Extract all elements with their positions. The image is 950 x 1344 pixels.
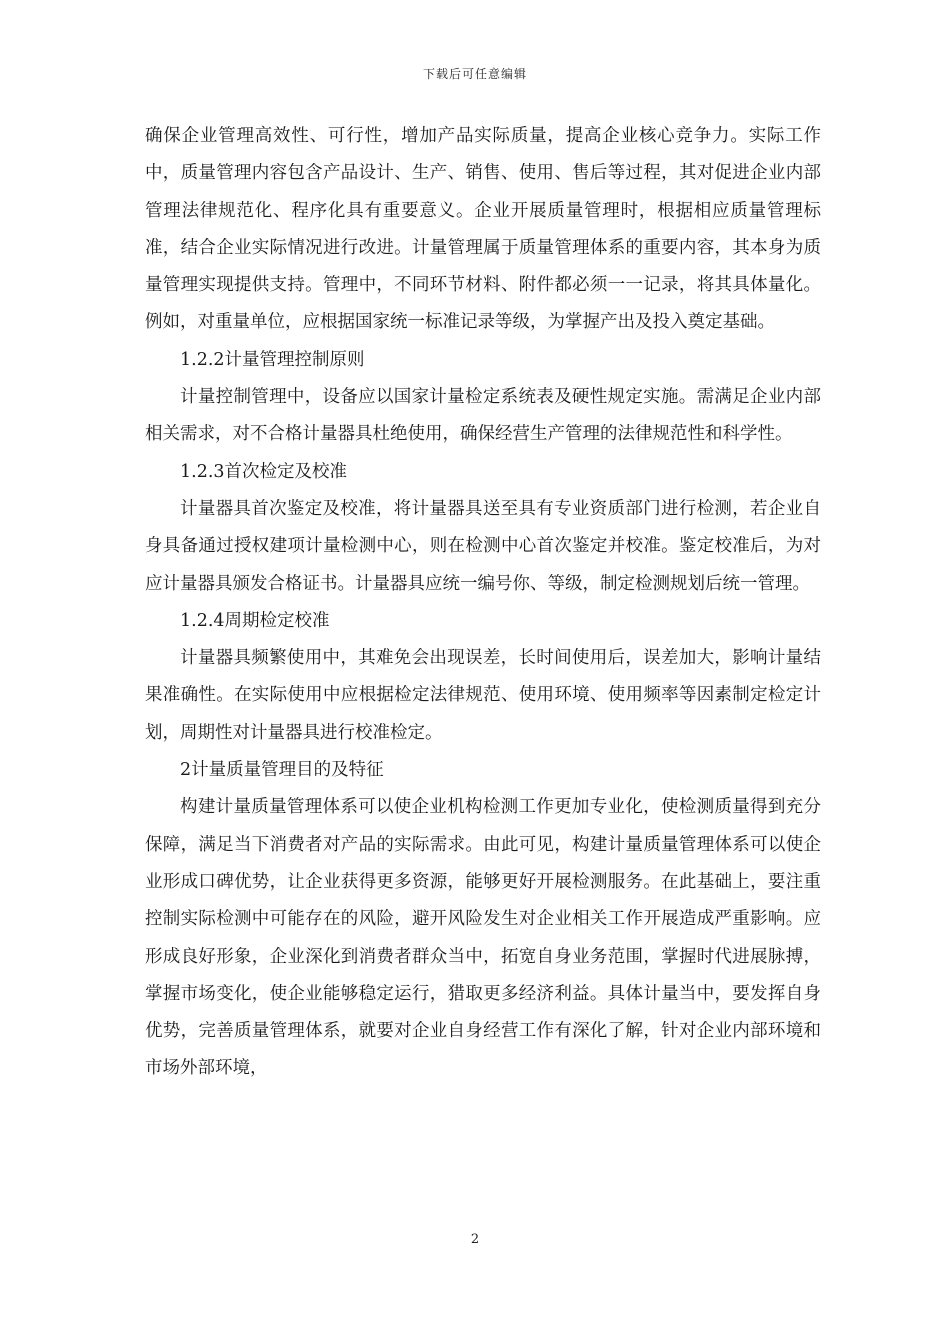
section-heading-1-2-4: 1.2.4周期检定校准 (180, 610, 330, 631)
paragraph-first-verification: 计量器具首次鉴定及校准，将计量器具送至具有专业资质部门进行检测，若企业自身具备通过授权建项计量检测中心，则在检测中心首次鉴定并校准。鉴定校准后，为对应计量器具颁发合格证书。计量器具应统一编号你、等级，制定检测规划后统一管理。 (145, 498, 821, 594)
section-heading-1-2-2: 1.2.2计量管理控制原则 (180, 349, 365, 370)
paragraph-periodic-verification: 计量器具频繁使用中，其难免会出现误差，长时间使用后，误差加大，影响计量结果准确性。在实际使用中应根据检定法律规范、使用环境、使用频率等因素制定检定计划，周期性对计量器具进行校准检定。 (145, 648, 821, 743)
section-heading-2: 2计量质量管理目的及特征 (180, 760, 384, 781)
paragraph-intro-continuation: 确保企业管理高效性、可行性，增加产品实际质量，提高企业核心竞争力。实际工作中，质量管理内容包含产品设计、生产、销售、使用、售后等过程，其对促进企业内部管理法律规范化、程序化具有重要意义。企业开展质量管理时，根据相应质量管理标准，结合企业实际情况进行改进。计量管理属于质量管理体系的重要内容，其本身为质量管理实现提供支持。管理中，不同环节材料、附件都必须一一记录，将其具体量化。例如，对重量单位，应根据国家统一标准记录等级，为掌握产出及投入奠定基础。 (145, 126, 821, 333)
page-number: 2 (470, 1232, 480, 1247)
paragraph-purpose-features: 构建计量质量管理体系可以使企业机构检测工作更加专业化，使检测质量得到充分保障，满足当下消费者对产品的实际需求。由此可见，构建计量质量管理体系可以使企业形成口碑优势，让企业获得更多资源，能够更好开展检测服务。在此基础上，要注重控制实际检测中可能存在的风险，避开风险发生对企业相关工作开展造成严重影响。应形成良好形象，企业深化到消费者群众当中，拓宽自身业务范围，掌握时代进展脉搏，掌握市场变化，使企业能够稳定运行，猎取更多经济利益。具体计量当中，要发挥自身优势，完善质量管理体系，就要对企业自身经营工作有深化了解，针对企业内部环境和市场外部环境， (145, 797, 821, 1079)
section-heading-1-2-3: 1.2.3首次检定及校准 (180, 461, 348, 482)
page-header: 下载后可任意编辑 (422, 67, 527, 81)
document-body (145, 118, 821, 1088)
paragraph-control-principle: 计量控制管理中，设备应以国家计量检定系统表及硬性规定实施。需满足企业内部相关需求，对不合格计量器具杜绝使用，确保经营生产管理的法律规范性和科学性。 (145, 387, 821, 445)
